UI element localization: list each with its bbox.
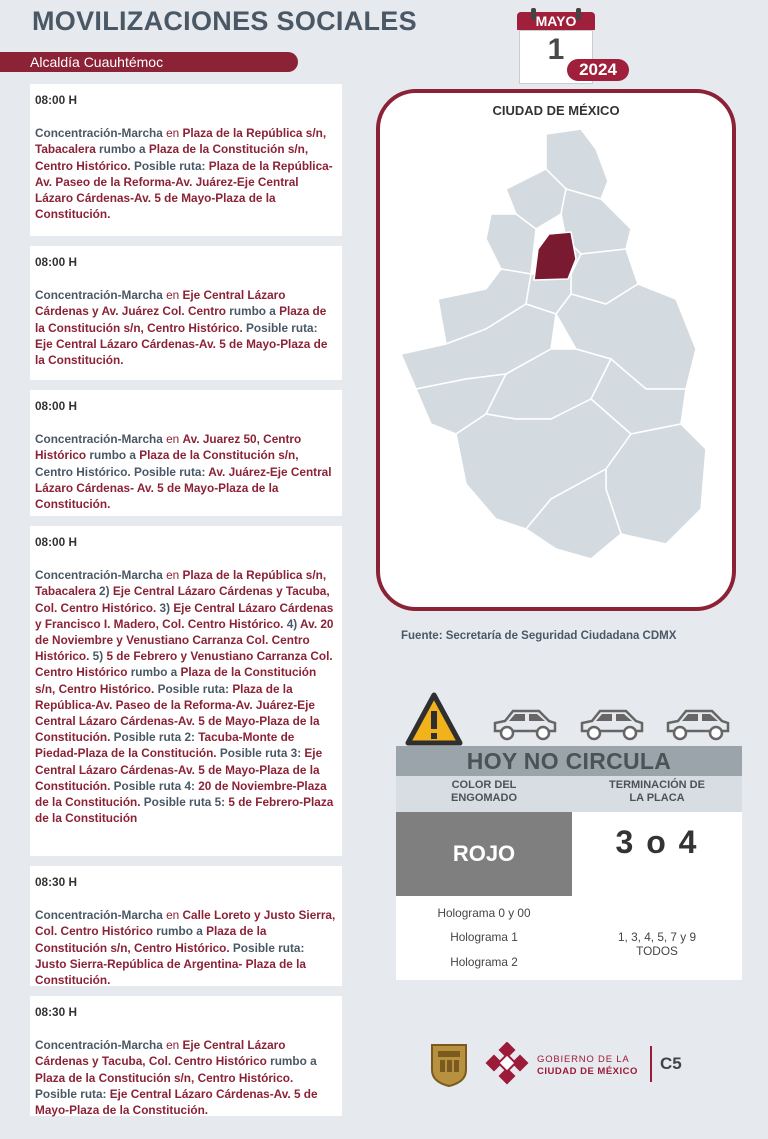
event-text-segment: Concentración-Marcha [35, 126, 163, 141]
event-text-segment: en [162, 568, 183, 583]
hologram-2-label: Holograma 2 [450, 955, 518, 969]
gov-line1: GOBIERNO DE LA [537, 1054, 630, 1065]
event-text-segment: Concentración-Marcha [35, 1038, 163, 1053]
event-card [30, 84, 342, 236]
event-text-segment: Posible ruta: [154, 681, 233, 696]
event-text-segment: en [162, 432, 183, 447]
hoy-no-circula-title: HOY NO CIRCULA [396, 746, 742, 776]
gobierno-cdmx-logo-icon [484, 1042, 530, 1088]
cdmx-map [376, 89, 736, 611]
event-text-segment: Posible ruta 4: [110, 778, 199, 793]
event-text-segment: rumbo a [86, 448, 140, 463]
event-time: 08:30 H [35, 875, 77, 889]
event-text-segment: en [162, 126, 183, 141]
c5-label: C5 [660, 1054, 682, 1073]
event-text-segment: Posible ruta: [130, 158, 209, 173]
calendar-ring-icon [531, 8, 536, 20]
event-text-segment: 5) [89, 649, 107, 664]
event-card [30, 526, 342, 856]
event-text-segment: 5 de Febrero y Venustiano Carranza Col. Centro Histórico [35, 649, 333, 680]
event-text-segment: 2) [95, 584, 113, 599]
event-text-segment: Posible ruta 2: [110, 730, 199, 745]
map-region [486, 214, 536, 274]
event-description [35, 567, 336, 826]
event-text-segment: Concentración-Marcha [35, 568, 163, 583]
event-description [35, 287, 336, 368]
event-text-segment: Av. 20 de Noviembre y Venustiano Carranza Col. Centro Histórico. [35, 616, 334, 664]
car-icon [578, 707, 646, 743]
car-icon [664, 707, 732, 743]
engomado-color: ROJO [396, 812, 572, 896]
event-card [30, 996, 342, 1116]
event-text-segment: Posible ruta 5: [140, 795, 229, 810]
warning-icon [404, 691, 464, 747]
hologram-2-value: TODOS [636, 944, 678, 958]
footer-divider [650, 1046, 652, 1082]
event-text-segment: 4) [283, 616, 301, 631]
event-text-segment: Justo Sierra-República de Argentina- Plaza de la Constitución. [35, 956, 306, 988]
event-card [30, 390, 342, 516]
calendar-month: MAYO [517, 12, 595, 30]
event-text-segment: en [162, 1038, 183, 1053]
page-title: MOVILIZACIONES SOCIALES [32, 6, 417, 36]
event-text-segment: Plaza de la Constitución s/n, Centro Histórico. [35, 665, 317, 696]
event-text-segment: Tacuba-Monte de Piedad-Plaza de la Constitución. [35, 730, 295, 761]
event-text-segment: Plaza de la Constitución s/n, [139, 448, 299, 463]
event-text-segment: Av. Juarez 50, Centro Histórico [35, 432, 302, 463]
event-text-segment: Calle Loreto y Justo Sierra, Col. Centro Histórico [35, 908, 336, 939]
alcaldia-cuauhtemoc-region [534, 232, 576, 280]
hoy-no-circula-panel [396, 688, 742, 980]
calendar-ring-icon [576, 8, 581, 20]
event-text-segment: Plaza de la República-Av. Paseo de la Reforma-Av. Juárez-Eje Central Lázaro Cárdenas-Av. 5 de Mayo-Plaza de la Constitución. [35, 158, 333, 222]
engomado-header: COLOR DEL ENGOMADO [451, 779, 517, 804]
event-text-segment: Posible ruta 3: [216, 746, 305, 761]
event-text-segment: Av. Juárez-Eje Central Lázaro Cárdenas- Av. 5 de Mayo-Plaza de la Constitución. [35, 464, 332, 512]
hoy-no-circula-headers [396, 776, 742, 812]
event-text-segment: Plaza de la Constitución s/n, Centro Histórico. [35, 142, 309, 173]
event-text-segment: Plaza de la República s/n, Tabacalera [35, 126, 327, 157]
event-text-segment: Posible ruta: [242, 320, 318, 335]
calendar-day: 1 [519, 30, 593, 84]
cdmx-shield-icon [429, 1042, 469, 1088]
event-card [30, 246, 342, 380]
event-text-segment: en [162, 908, 183, 923]
event-text-segment: 20 de Noviembre-Plaza de la Constitución. [35, 778, 327, 810]
source-text: Fuente: Secretaría de Seguridad Ciudadana CDMX [401, 630, 677, 642]
map-caption: CIUDAD DE MÉXICO [492, 103, 620, 118]
event-text-segment: 3) [156, 600, 174, 615]
event-time: 08:30 H [35, 1005, 77, 1019]
event-text-segment: Eje Central Lázaro Cárdenas y Av. Juárez Col. Centro [35, 288, 286, 319]
event-time: 08:00 H [35, 535, 77, 549]
hologram-1-digits: 1, 3, 4, 5, 7 y 9 [617, 930, 697, 944]
event-text-segment: Concentración-Marcha [35, 288, 163, 303]
event-description [35, 907, 336, 988]
event-text-segment: rumbo a [95, 142, 149, 157]
gov-line2: CIUDAD DE MÉXICO [537, 1066, 638, 1077]
event-text-segment: Eje Central Lázaro Cárdenas y Tacuba, Col. Centro Histórico [35, 1038, 286, 1069]
event-text-segment: Plaza de la Constitución s/n, Centro Histórico. [35, 924, 267, 955]
event-text-segment: rumbo a [226, 304, 280, 319]
event-text-segment: rumbo a [266, 1054, 317, 1069]
subtitle: Alcaldía Cuauhtémoc [30, 54, 164, 70]
hologram-0-label: Holograma 0 y 00 [437, 906, 531, 920]
hologram-1-label: Holograma 1 [450, 930, 518, 944]
event-text-segment: Eje Central Lázaro Cárdenas-Av. 5 de Mayo-Plaza de la Constitución. [35, 1086, 318, 1118]
event-time: 08:00 H [35, 255, 77, 269]
subtitle-bar [0, 52, 298, 72]
event-text-segment: Plaza de la Constitución s/n, Centro Histórico. [35, 304, 327, 335]
event-text-segment: Posible ruta: [229, 940, 305, 955]
event-text-segment: en [162, 288, 183, 303]
map-panel [376, 89, 736, 611]
event-description [35, 431, 336, 512]
event-text-segment: Plaza de la República s/n, Tabacalera [35, 568, 327, 599]
event-text-segment: Concentración-Marcha [35, 432, 163, 447]
holograms-table [396, 896, 742, 980]
event-description [35, 1037, 336, 1118]
event-text-segment: rumbo a [152, 924, 207, 939]
event-text-segment: rumbo a [127, 665, 181, 680]
event-card [30, 866, 342, 986]
placa-header: TERMINACIÓN DE LA PLACA [609, 779, 705, 804]
event-text-segment: Concentración-Marcha [35, 908, 163, 923]
calendar-year: 2024 [567, 59, 629, 81]
event-time: 08:00 H [35, 399, 77, 413]
event-text-segment: Centro Histórico. Posible ruta: [35, 464, 209, 479]
placa-digits: 3 o 4 [572, 812, 742, 896]
event-description [35, 125, 336, 222]
event-text-segment: 5 de Febrero-Plaza de la Constitución [35, 795, 334, 826]
event-text-segment: Eje Central Lázaro Cárdenas-Av. 5 de Mayo-Plaza de la Constitución. [35, 746, 323, 793]
event-text-segment: Eje Central Lázaro Cárdenas y Francisco I. Madero, Col. Centro Histórico. [35, 600, 334, 631]
event-text-segment: Plaza de la República-Av. Paseo de la Reforma-Av. Juárez-Eje Central Lázaro Cárdenas-Av. 5 de Mayo-Plaza de la Constitución. [35, 681, 320, 745]
event-text-segment: Eje Central Lázaro Cárdenas-Av. 5 de Mayo-Plaza de la Constitución. [35, 336, 328, 368]
car-icon [491, 707, 559, 743]
event-text-segment: Eje Central Lázaro Cárdenas y Tacuba, Col. Centro Histórico. [35, 584, 330, 615]
event-time: 08:00 H [35, 93, 77, 107]
event-text-segment: Posible ruta: [35, 1086, 110, 1101]
event-text-segment: Plaza de la Constitución s/n, Centro Histórico. [35, 1070, 294, 1085]
